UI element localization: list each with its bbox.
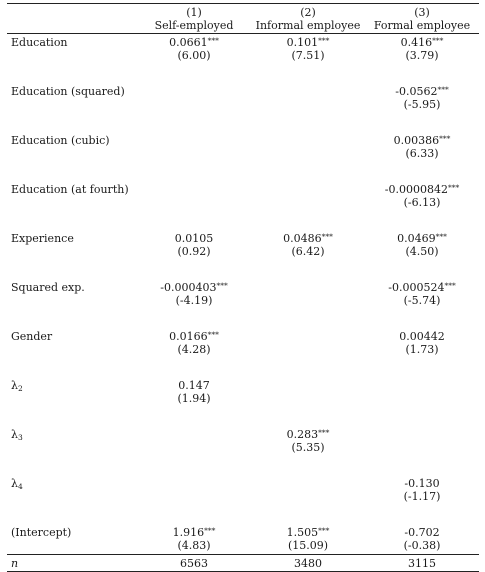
tstat-cell: (6.42) xyxy=(291,245,325,258)
column-name: Self-employed xyxy=(154,19,234,32)
row-label-text: Education (cubic) xyxy=(11,134,110,147)
row-label-subscript: 3 xyxy=(17,433,23,442)
row-label-text: Squared exp. xyxy=(11,281,85,294)
row-label-subscript: 4 xyxy=(17,482,23,491)
coefficient-cell xyxy=(365,78,479,98)
tstat-label-blank xyxy=(7,539,137,555)
tstat-cell: (-6.13) xyxy=(403,196,441,209)
coefficient-row xyxy=(7,421,479,441)
coefficient-cell xyxy=(137,34,251,50)
significance-stars: *** xyxy=(435,232,447,241)
coefficient-value: 0.00386 xyxy=(393,134,440,147)
tstat-row xyxy=(7,147,479,176)
coefficient-cell xyxy=(251,519,365,539)
coefficient-cell xyxy=(137,176,251,196)
tstat-row xyxy=(7,196,479,225)
header-names-row xyxy=(7,19,479,34)
tstat-row xyxy=(7,539,479,555)
row-label-text: λ xyxy=(11,428,18,441)
coefficient-cell xyxy=(365,323,479,343)
coefficient-cell xyxy=(365,176,479,196)
column-number: (3) xyxy=(414,6,430,19)
tstat-cell xyxy=(137,441,251,470)
coefficient-row xyxy=(7,176,479,196)
tstat-cell xyxy=(251,343,365,372)
coefficient-cell xyxy=(251,372,365,392)
tstat-cell: (6.33) xyxy=(405,147,439,160)
tstat-cell: (1.94) xyxy=(177,392,211,405)
header-corner xyxy=(7,4,137,20)
row-label xyxy=(7,78,137,98)
coefficient-value: 1.505 xyxy=(286,526,319,539)
coefficient-value: -0.0562 xyxy=(395,85,438,98)
row-label xyxy=(7,421,137,441)
coefficient-row xyxy=(7,470,479,490)
observations-row xyxy=(7,555,479,572)
coefficient-value: 0.416 xyxy=(400,36,433,49)
coefficient-cell xyxy=(365,421,479,441)
coefficient-cell xyxy=(365,274,479,294)
coefficient-cell xyxy=(137,470,251,490)
coefficient-cell xyxy=(251,34,365,50)
tstat-cell xyxy=(251,196,365,225)
coefficient-cell xyxy=(251,470,365,490)
row-label-text: Education (at fourth) xyxy=(11,183,129,196)
row-label xyxy=(7,274,137,294)
coefficient-value: -0.0000842 xyxy=(384,183,448,196)
row-label-text: λ xyxy=(11,379,18,392)
tstat-cell: (6.00) xyxy=(177,49,211,62)
row-label xyxy=(7,323,137,343)
coefficient-value: 0.147 xyxy=(178,379,210,392)
row-label-text: (Intercept) xyxy=(11,526,72,539)
coefficient-cell xyxy=(365,372,479,392)
column-name: Informal employee xyxy=(255,19,361,32)
coefficient-cell xyxy=(365,225,479,245)
significance-stars: *** xyxy=(432,36,444,45)
coefficient-value: -0.000403 xyxy=(160,281,217,294)
row-label-text: Gender xyxy=(11,330,53,343)
tstat-cell xyxy=(251,147,365,176)
coefficient-value: -0.000524 xyxy=(388,281,445,294)
tstat-label-blank xyxy=(7,49,137,78)
coefficient-value: 0.0469 xyxy=(397,232,436,245)
tstat-cell: (7.51) xyxy=(291,49,325,62)
tstat-row xyxy=(7,98,479,127)
coefficient-cell xyxy=(251,176,365,196)
tstat-cell xyxy=(365,441,479,470)
tstat-label-blank xyxy=(7,196,137,225)
coefficient-cell xyxy=(365,34,479,50)
coefficient-value: 1.916 xyxy=(172,526,205,539)
regression-table xyxy=(7,3,479,572)
significance-stars: *** xyxy=(437,85,449,94)
observations-value: 3480 xyxy=(294,557,322,570)
row-label xyxy=(7,372,137,392)
tstat-cell: (4.28) xyxy=(177,343,211,356)
coefficient-cell xyxy=(251,78,365,98)
tstat-row xyxy=(7,441,479,470)
coefficient-value: 0.0486 xyxy=(283,232,322,245)
row-label-text: Experience xyxy=(11,232,74,245)
column-number: (2) xyxy=(300,6,316,19)
coefficient-row xyxy=(7,323,479,343)
coefficient-cell xyxy=(251,127,365,147)
tstat-cell: (-1.17) xyxy=(403,490,441,503)
tstat-cell xyxy=(251,490,365,519)
tstat-cell: (-5.74) xyxy=(403,294,441,307)
tstat-row xyxy=(7,49,479,78)
coefficient-cell xyxy=(137,127,251,147)
column-number: (1) xyxy=(186,6,202,19)
observations-label: n xyxy=(11,557,19,570)
coefficient-cell xyxy=(251,421,365,441)
row-label-text: Education (squared) xyxy=(11,85,125,98)
coefficient-cell xyxy=(137,323,251,343)
coefficient-value: 0.101 xyxy=(286,36,319,49)
row-label xyxy=(7,225,137,245)
coefficient-cell xyxy=(137,519,251,539)
tstat-cell: (4.50) xyxy=(405,245,439,258)
tstat-label-blank xyxy=(7,392,137,421)
significance-stars: *** xyxy=(207,36,219,45)
tstat-label-blank xyxy=(7,441,137,470)
row-label xyxy=(7,127,137,147)
coefficient-value: 0.0166 xyxy=(169,330,208,343)
tstat-label-blank xyxy=(7,490,137,519)
tstat-cell xyxy=(251,294,365,323)
coefficient-row xyxy=(7,34,479,50)
tstat-cell: (-5.95) xyxy=(403,98,441,111)
tstat-cell xyxy=(251,98,365,127)
row-label-text: λ xyxy=(11,477,18,490)
row-label xyxy=(7,470,137,490)
significance-stars: *** xyxy=(207,330,219,339)
coefficient-cell xyxy=(365,519,479,539)
significance-stars: *** xyxy=(439,134,451,143)
coefficient-cell xyxy=(137,274,251,294)
coefficient-value: -0.130 xyxy=(404,477,440,490)
coefficient-cell xyxy=(137,225,251,245)
observations-value: 6563 xyxy=(180,557,208,570)
row-label xyxy=(7,519,137,539)
coefficient-row xyxy=(7,127,479,147)
header-corner xyxy=(7,19,137,34)
tstat-cell: (0.92) xyxy=(177,245,211,258)
tstat-cell xyxy=(137,147,251,176)
row-label xyxy=(7,176,137,196)
significance-stars: *** xyxy=(318,428,330,437)
tstat-row xyxy=(7,490,479,519)
significance-stars: *** xyxy=(204,526,216,535)
tstat-row xyxy=(7,343,479,372)
tstat-row xyxy=(7,392,479,421)
tstat-label-blank xyxy=(7,245,137,274)
coefficient-row xyxy=(7,372,479,392)
tstat-row xyxy=(7,294,479,323)
coefficient-cell xyxy=(137,421,251,441)
coefficient-row xyxy=(7,78,479,98)
row-label-text: Education xyxy=(11,36,68,49)
coefficient-cell xyxy=(251,323,365,343)
coefficient-cell xyxy=(365,127,479,147)
observations-value: 3115 xyxy=(408,557,436,570)
significance-stars: *** xyxy=(318,526,330,535)
tstat-cell xyxy=(137,196,251,225)
tstat-cell xyxy=(365,392,479,421)
tstat-cell: (4.83) xyxy=(177,539,211,552)
tstat-label-blank xyxy=(7,294,137,323)
tstat-cell xyxy=(251,392,365,421)
coefficient-value: 0.283 xyxy=(286,428,319,441)
tstat-label-blank xyxy=(7,343,137,372)
significance-stars: *** xyxy=(447,183,460,192)
significance-stars: *** xyxy=(216,281,228,290)
tstat-cell: (15.09) xyxy=(287,539,329,552)
coefficient-cell xyxy=(251,274,365,294)
row-label-subscript: 2 xyxy=(17,384,23,393)
tstat-cell: (-0.38) xyxy=(403,539,441,552)
coefficient-row xyxy=(7,274,479,294)
tstat-row xyxy=(7,245,479,274)
row-label xyxy=(7,34,137,50)
coefficient-row xyxy=(7,519,479,539)
coefficient-value: 0.00442 xyxy=(399,330,445,343)
tstat-cell xyxy=(137,490,251,519)
tstat-cell: (1.73) xyxy=(405,343,439,356)
tstat-cell xyxy=(137,98,251,127)
significance-stars: *** xyxy=(444,281,456,290)
table-body xyxy=(7,34,479,555)
coefficient-cell xyxy=(365,470,479,490)
coefficient-value: 0.0661 xyxy=(169,36,208,49)
column-name: Formal employee xyxy=(373,19,471,32)
tstat-label-blank xyxy=(7,147,137,176)
coefficient-cell xyxy=(251,225,365,245)
coefficient-value: -0.702 xyxy=(404,526,440,539)
coefficient-row xyxy=(7,225,479,245)
coefficient-value: 0.0105 xyxy=(174,232,214,245)
tstat-cell: (-4.19) xyxy=(175,294,213,307)
significance-stars: *** xyxy=(321,232,333,241)
tstat-cell: (3.79) xyxy=(405,49,439,62)
tstat-cell: (5.35) xyxy=(291,441,325,454)
significance-stars: *** xyxy=(318,36,330,45)
coefficient-cell xyxy=(137,372,251,392)
coefficient-cell xyxy=(137,78,251,98)
header-numbers-row xyxy=(7,4,479,20)
tstat-label-blank xyxy=(7,98,137,127)
